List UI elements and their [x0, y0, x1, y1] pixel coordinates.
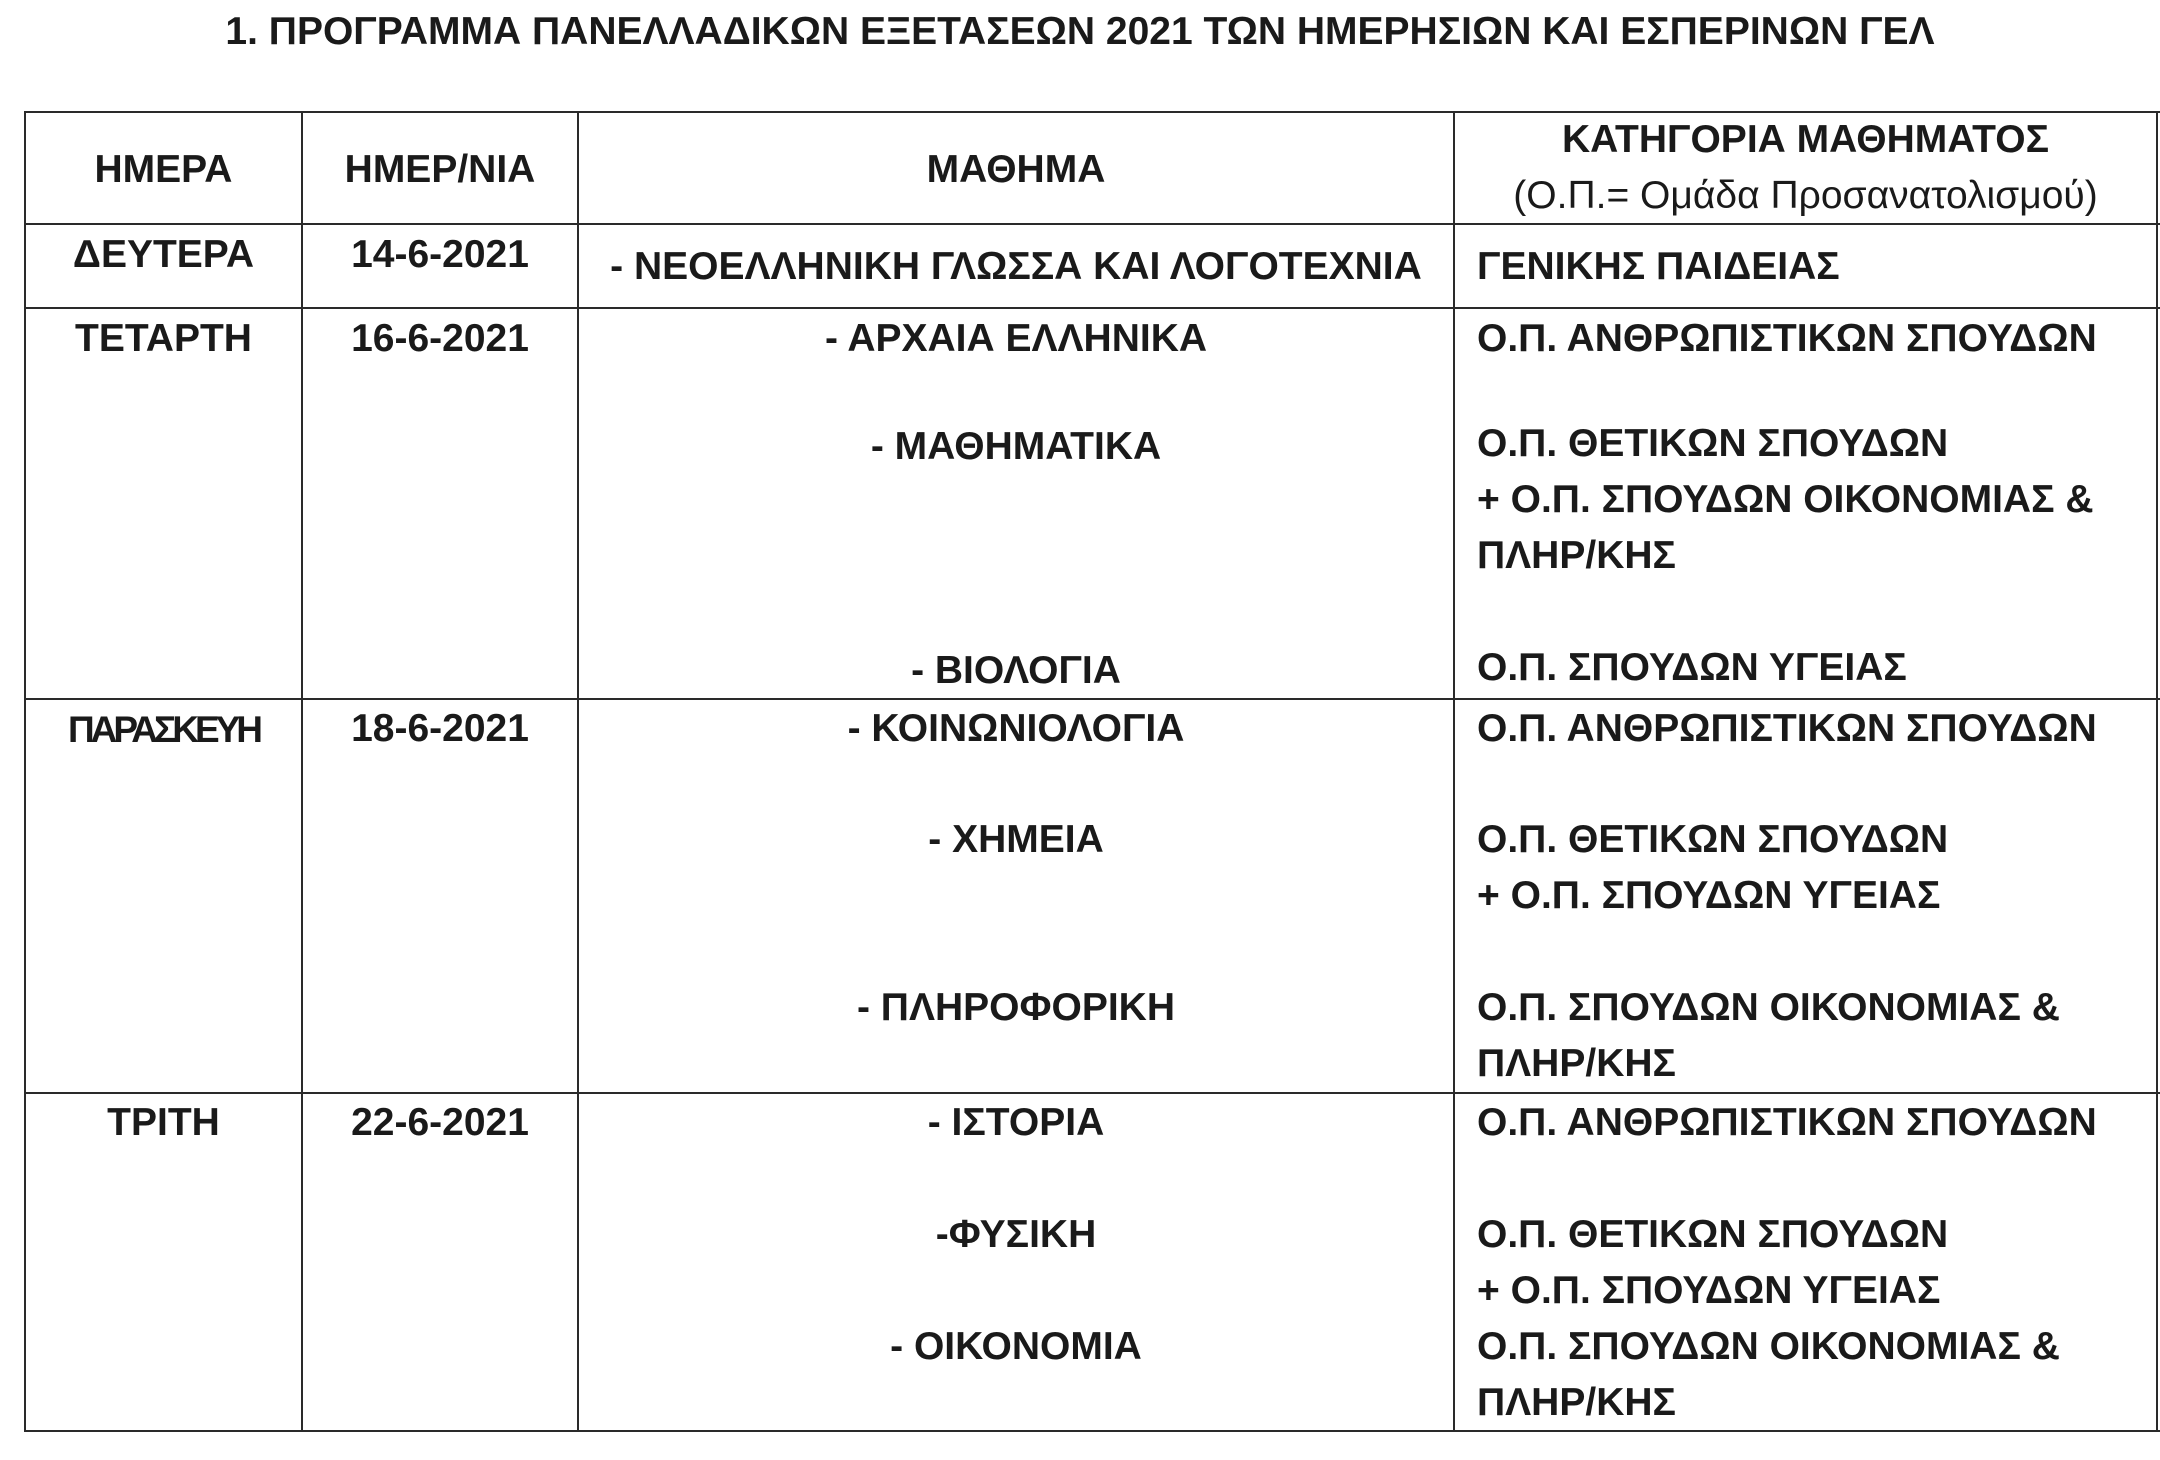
- row-category: Ο.Π. ΑΝΘΡΩΠΙΣΤΙΚΩΝ ΣΠΟΥΔΩΝ: [1477, 317, 2097, 360]
- row-category: Ο.Π. ΣΠΟΥΔΩΝ ΥΓΕΙΑΣ: [1477, 646, 1907, 689]
- document-title: 1. ΠΡΟΓΡΑΜΜΑ ΠΑΝΕΛΛΑΔΙΚΩΝ ΕΞΕΤΑΣΕΩΝ 2021 ΤΩΝ ΗΜΕΡΗΣΙΩΝ ΚΑΙ ΕΣΠΕΡΙΝΩΝ ΓΕΛ: [225, 10, 1935, 53]
- row-category: Ο.Π. ΘΕΤΙΚΩΝ ΣΠΟΥΔΩΝ: [1477, 422, 1949, 465]
- row-category: ΓΕΝΙΚΗΣ ΠΑΙΔΕΙΑΣ: [1477, 245, 1840, 288]
- row-category: + Ο.Π. ΣΠΟΥΔΩΝ ΟΙΚΟΝΟΜΙΑΣ &: [1477, 478, 2094, 521]
- header-day: ΗΜΕΡΑ: [94, 148, 233, 191]
- row-subject: - ΑΡΧΑΙΑ ΕΛΛΗΝΙΚΑ: [824, 317, 1208, 360]
- table-border-right: [2156, 111, 2158, 1432]
- row-subject: - ΟΙΚΟΝΟΜΙΑ: [890, 1325, 1142, 1368]
- table-header-divider: [24, 223, 2160, 225]
- row-subject: - ΒΙΟΛΟΓΙΑ: [911, 649, 1121, 692]
- row-subject: - ΙΣΤΟΡΙΑ: [927, 1101, 1105, 1144]
- row-subject: - ΜΑΘΗΜΑΤΙΚΑ: [870, 425, 1162, 468]
- row-subject: - ΠΛΗΡΟΦΟΡΙΚΗ: [856, 986, 1176, 1029]
- row-date: 14-6-2021: [351, 233, 529, 276]
- row-category: ΠΛΗΡ/ΚΗΣ: [1477, 534, 1676, 577]
- row-category: Ο.Π. ΘΕΤΙΚΩΝ ΣΠΟΥΔΩΝ: [1477, 818, 1949, 861]
- table-row-divider: [24, 307, 2160, 309]
- row-category: Ο.Π. ΘΕΤΙΚΩΝ ΣΠΟΥΔΩΝ: [1477, 1213, 1949, 1256]
- row-day: ΔΕΥΤΕΡΑ: [72, 233, 255, 276]
- row-subject: - ΚΟΙΝΩΝΙΟΛΟΓΙΑ: [847, 707, 1185, 750]
- row-day: ΤΡΙΤΗ: [107, 1101, 220, 1144]
- row-category: Ο.Π. ΣΠΟΥΔΩΝ ΟΙΚΟΝΟΜΙΑΣ &: [1477, 986, 2060, 1029]
- header-subject: ΜΑΘΗΜΑ: [926, 148, 1106, 191]
- row-date: 18-6-2021: [351, 707, 529, 750]
- row-category: ΠΛΗΡ/ΚΗΣ: [1477, 1042, 1676, 1085]
- row-category: + Ο.Π. ΣΠΟΥΔΩΝ ΥΓΕΙΑΣ: [1477, 1269, 1941, 1312]
- table-border-left: [24, 111, 26, 1432]
- row-category: Ο.Π. ΣΠΟΥΔΩΝ ΟΙΚΟΝΟΜΙΑΣ &: [1477, 1325, 2060, 1368]
- row-date: 16-6-2021: [351, 317, 529, 360]
- row-category: ΠΛΗΡ/ΚΗΣ: [1477, 1381, 1676, 1424]
- row-day: ΠΑΡΑΣΚΕΥΗ: [67, 709, 260, 750]
- table-border-top: [24, 111, 2160, 113]
- row-subject: -ΦΥΣΙΚΗ: [935, 1213, 1097, 1256]
- table-row-divider: [24, 698, 2160, 700]
- header-category-note: (Ο.Π.= Ομάδα Προσανατολισμού): [1513, 174, 2098, 217]
- table-border-bottom: [24, 1430, 2160, 1432]
- row-date: 22-6-2021: [351, 1101, 529, 1144]
- table-col-divider: [301, 111, 303, 1432]
- row-subject: - ΝΕΟΕΛΛΗΝΙΚΗ ΓΛΩΣΣΑ ΚΑΙ ΛΟΓΟΤΕΧΝΙΑ: [610, 245, 1422, 288]
- header-category: ΚΑΤΗΓΟΡΙΑ ΜΑΘΗΜΑΤΟΣ: [1561, 118, 2050, 161]
- table-col-divider: [1453, 111, 1455, 1432]
- row-category: Ο.Π. ΑΝΘΡΩΠΙΣΤΙΚΩΝ ΣΠΟΥΔΩΝ: [1477, 1101, 2097, 1144]
- row-category: + Ο.Π. ΣΠΟΥΔΩΝ ΥΓΕΙΑΣ: [1477, 874, 1941, 917]
- header-date: ΗΜΕΡ/ΝΙΑ: [344, 148, 536, 191]
- row-day: ΤΕΤΑΡΤΗ: [75, 317, 252, 360]
- row-category: Ο.Π. ΑΝΘΡΩΠΙΣΤΙΚΩΝ ΣΠΟΥΔΩΝ: [1477, 707, 2097, 750]
- table-row-divider: [24, 1092, 2160, 1094]
- row-subject: - ΧΗΜΕΙΑ: [928, 818, 1104, 861]
